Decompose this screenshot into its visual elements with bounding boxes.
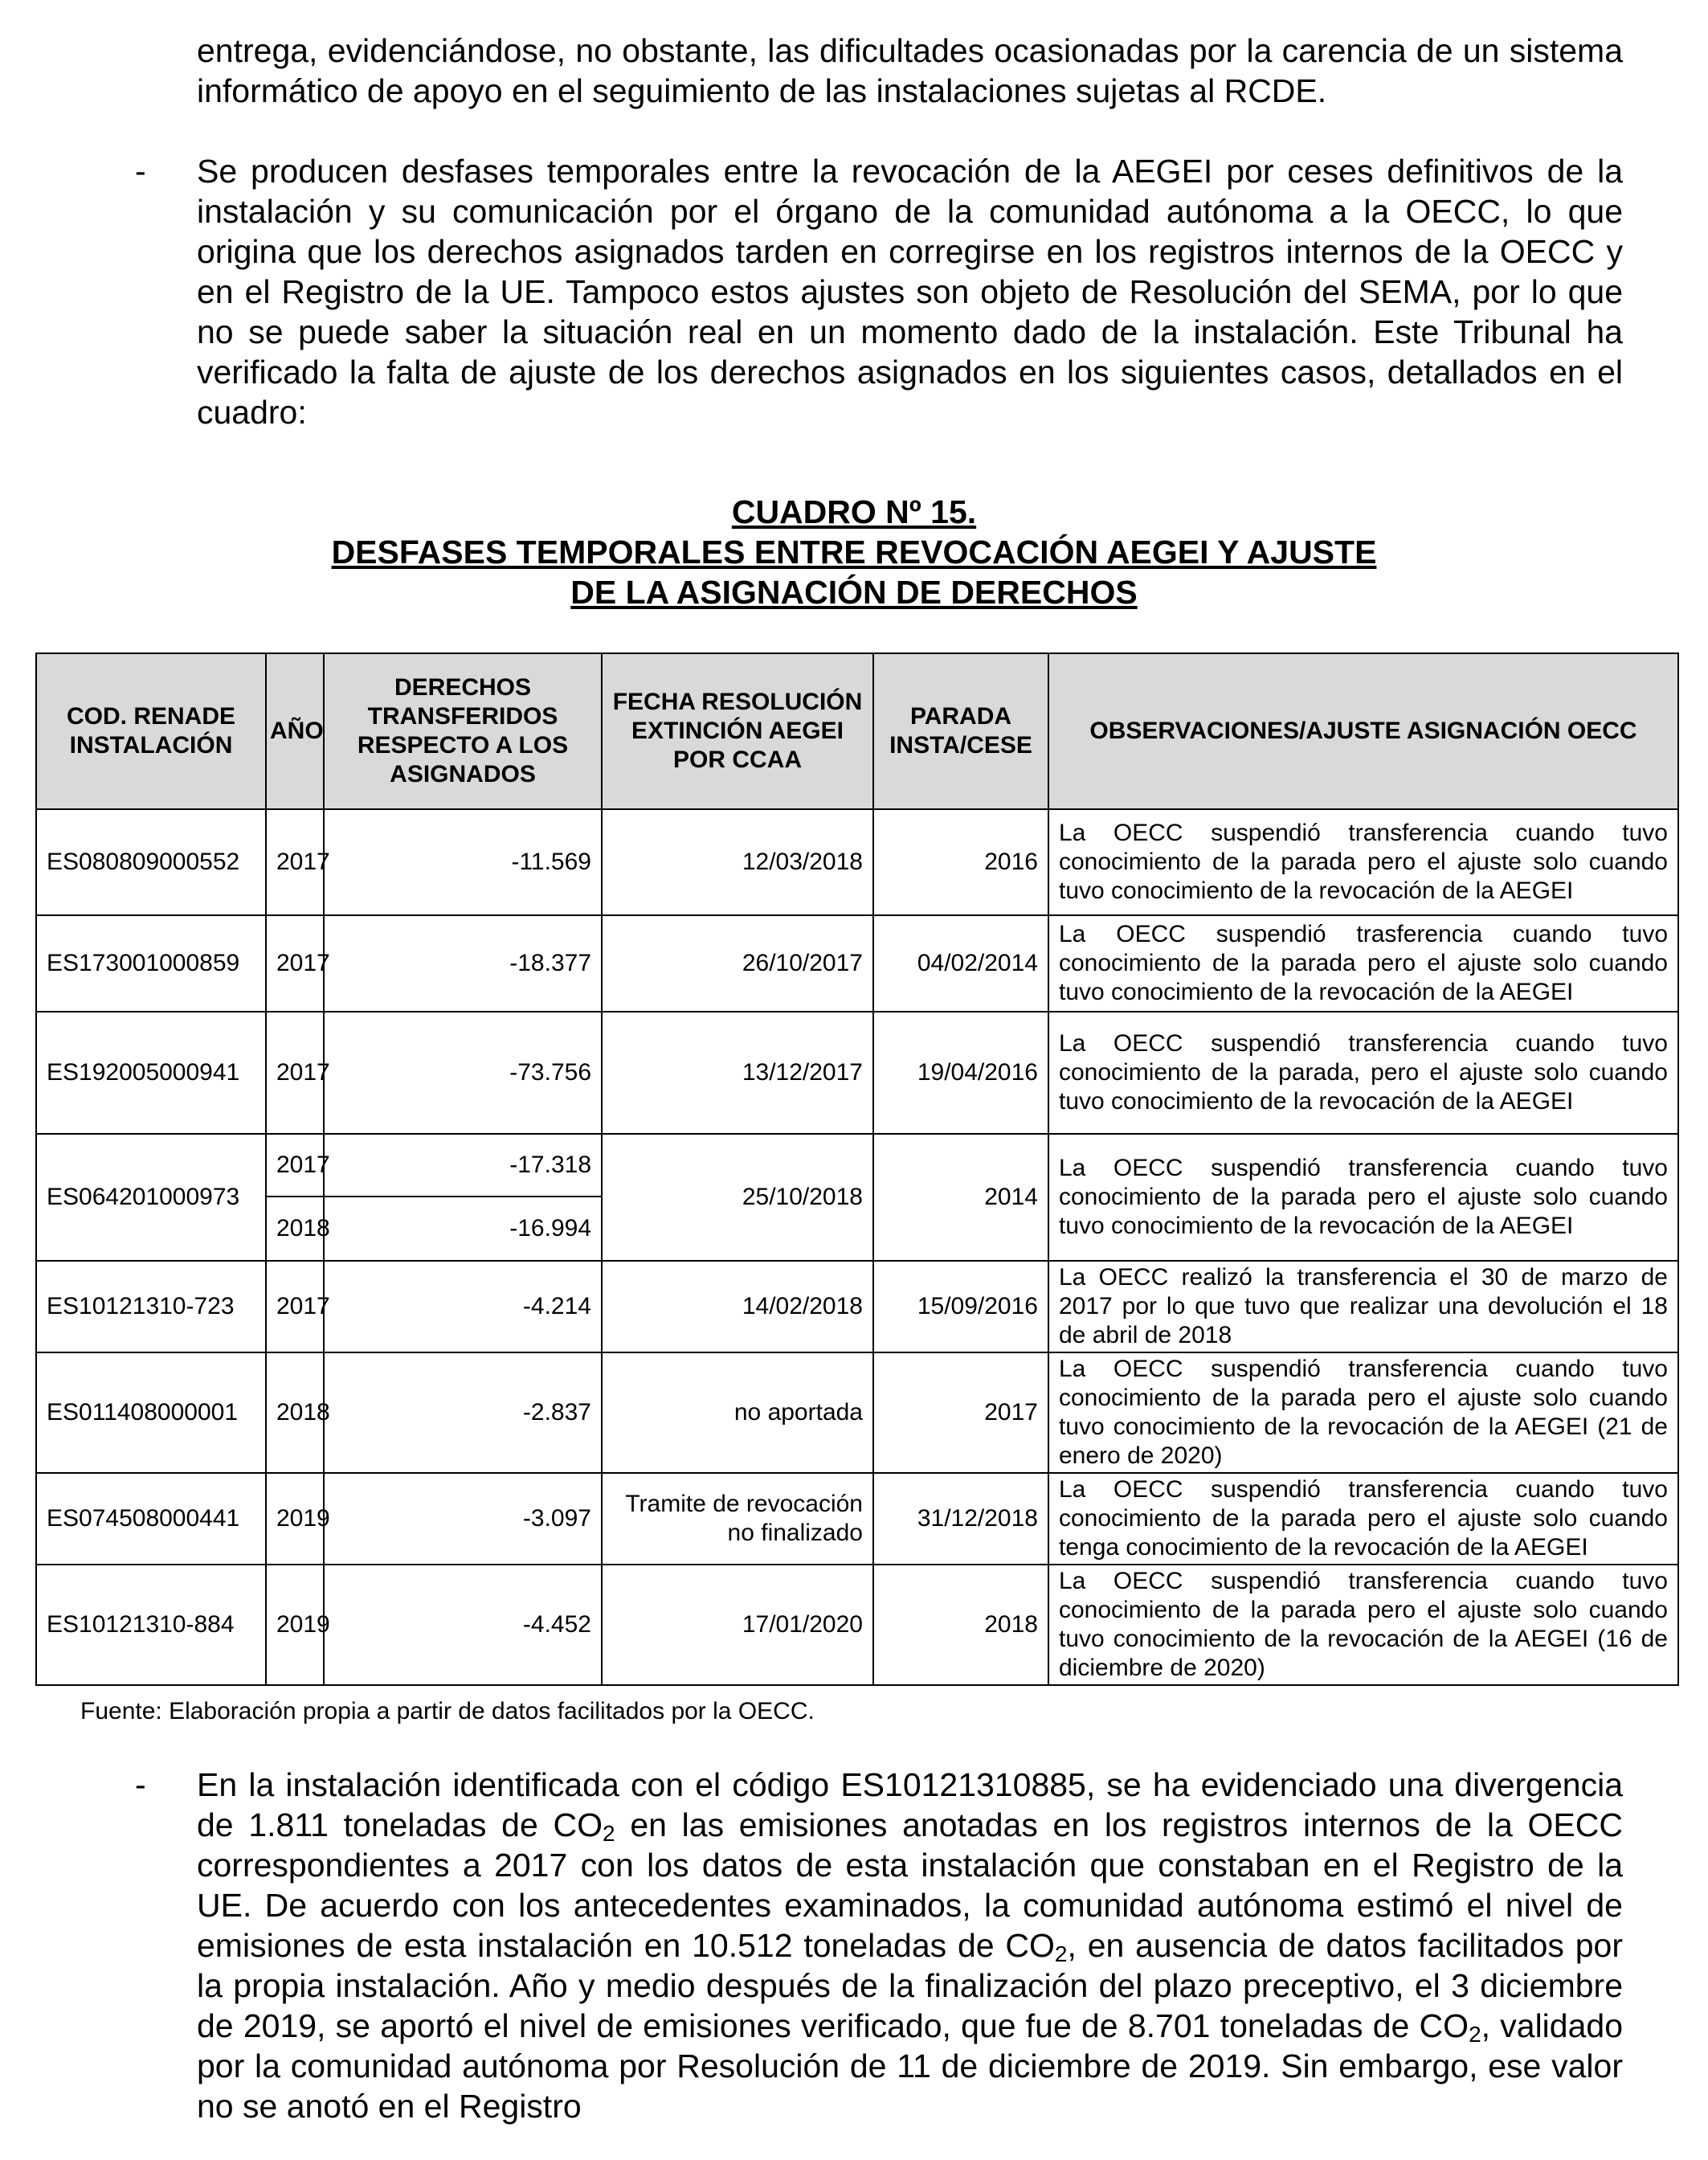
table-row xyxy=(36,915,1678,1012)
cell-code: ES080809000552 xyxy=(36,809,266,915)
cell-stop: 31/12/2018 xyxy=(873,1473,1048,1565)
cell-rights: -2.837 xyxy=(324,1352,602,1473)
cell-stop: 2016 xyxy=(873,809,1048,915)
cell-obs: La OECC suspendió transferencia cuando tuvo conocimiento de la parada pero el ajuste solo cuando tuvo conocimiento de la revocación de la AEGEI (16 de diciembre de 2020) xyxy=(1048,1565,1678,1685)
paragraph-desfases: Se producen desfases temporales entre la revocación de la AEGEI por ceses definitivos de la instalación y su comunicación por el órgano de la comunidad autónoma a la OECC, lo que origina que los derechos asignados tarden en corregirse en los registros internos de la OECC y en el Registro de la UE. Tampoco estos ajustes son objeto de Resolución del SEMA, por lo que no se puede saber la situación real en un momento dado de la instalación. Este Tribunal ha verificado la falta de ajuste de los derechos asignados en los siguientes casos, detallados en el cuadro: xyxy=(197,153,1623,431)
cell-year: 2017 xyxy=(266,1261,324,1352)
table-title-line-2: DESFASES TEMPORALES ENTRE REVOCACIÓN AEGEI Y AJUSTE xyxy=(331,534,1377,571)
cell-date: 13/12/2017 xyxy=(602,1012,873,1134)
table-title xyxy=(0,492,1708,612)
cell-date: 26/10/2017 xyxy=(602,915,873,1012)
cell-rights: -4.452 xyxy=(324,1565,602,1685)
text-segment: en las emisiones anotadas en los registros internos de la OECC correspondientes a 2017 con los datos de esta instalación que constaban en el Registro de la UE. De acuerdo con los antecedentes examinados, la comunidad autónoma estimó el nivel de emisiones de esta instalación en 10.512 toneladas de CO xyxy=(197,1806,1623,1964)
table-source-note: Fuente: Elaboración propia a partir de datos facilitados por la OECC. xyxy=(80,1698,815,1724)
cell-obs: La OECC suspendió transferencia cuando tuvo conocimiento de la parada pero el ajuste solo cuando tenga conocimiento de la revocación de la AEGEI xyxy=(1048,1473,1678,1565)
cell-stop: 04/02/2014 xyxy=(873,915,1048,1012)
cell-code: ES192005000941 xyxy=(36,1012,266,1134)
subscript: 2 xyxy=(1469,2022,1481,2047)
cell-rights: -4.214 xyxy=(324,1261,602,1352)
header-cod-renade: COD. RENADE INSTALACIÓN xyxy=(36,653,266,809)
cell-rights: -16.994 xyxy=(324,1197,602,1261)
table-row xyxy=(36,809,1678,915)
header-parada: PARADA INSTA/CESE xyxy=(873,653,1048,809)
cell-date: 14/02/2018 xyxy=(602,1261,873,1352)
text-segment: , en ausencia de datos facilitados por la propia instalación. Año y medio después de la finalización del plazo preceptivo, el 3 diciembre de 2019, se aportó el nivel de emisiones verificado, que fue de 8.701 toneladas de CO xyxy=(197,1927,1623,2044)
data-table xyxy=(35,652,1679,1686)
cell-date: 25/10/2018 xyxy=(602,1134,873,1261)
header-ano: AÑO xyxy=(266,653,324,809)
bullet-dash: - xyxy=(135,153,146,190)
cell-obs: La OECC realizó la transferencia el 30 de marzo de 2017 por lo que tuvo que realizar una devolución el 18 de abril de 2018 xyxy=(1048,1261,1678,1352)
header-derechos: DERECHOS TRANSFERIDOS RESPECTO A LOS ASIGNADOS xyxy=(324,653,602,809)
table-row xyxy=(36,1473,1678,1565)
cell-stop: 2017 xyxy=(873,1352,1048,1473)
cell-rights: -3.097 xyxy=(324,1473,602,1565)
cell-stop: 2018 xyxy=(873,1565,1048,1685)
paragraph-divergencia xyxy=(197,1765,1623,2126)
cell-date: no aportada xyxy=(602,1352,873,1473)
cell-year: 2018 xyxy=(266,1352,324,1473)
cell-year: 2017 xyxy=(266,1134,324,1197)
cell-obs: La OECC suspendió transferencia cuando tuvo conocimiento de la parada pero el ajuste solo cuando tuvo conocimiento de la revocación de la AEGEI xyxy=(1048,809,1678,915)
cell-code: ES173001000859 xyxy=(36,915,266,1012)
cell-stop: 2014 xyxy=(873,1134,1048,1261)
subscript: 2 xyxy=(603,1821,615,1846)
cell-code: ES011408000001 xyxy=(36,1352,266,1473)
table-row xyxy=(36,1012,1678,1134)
cell-rights: -18.377 xyxy=(324,915,602,1012)
cell-obs: La OECC suspendió trasferencia cuando tuvo conocimiento de la parada pero el ajuste solo cuando tuvo conocimiento de la revocación de la AEGEI xyxy=(1048,915,1678,1012)
cell-year: 2019 xyxy=(266,1473,324,1565)
cell-year: 2017 xyxy=(266,1012,324,1134)
table-row xyxy=(36,1134,1678,1197)
header-observaciones: OBSERVACIONES/AJUSTE ASIGNACIÓN OECC xyxy=(1048,653,1678,809)
cell-date: 12/03/2018 xyxy=(602,809,873,915)
cell-rights: -73.756 xyxy=(324,1012,602,1134)
cell-code: ES064201000973 xyxy=(36,1134,266,1261)
bullet-dash: - xyxy=(135,1766,146,1803)
cell-obs: La OECC suspendió transferencia cuando tuvo conocimiento de la parada pero el ajuste solo cuando tuvo conocimiento de la revocación de la AEGEI xyxy=(1048,1134,1678,1261)
cell-code: ES074508000441 xyxy=(36,1473,266,1565)
cell-year: 2019 xyxy=(266,1565,324,1685)
cell-code: ES10121310-884 xyxy=(36,1565,266,1685)
cell-rights: -11.569 xyxy=(324,809,602,915)
table-row xyxy=(36,1352,1678,1473)
table-row xyxy=(36,1261,1678,1352)
table-row xyxy=(36,1565,1678,1685)
cell-code: ES10121310-723 xyxy=(36,1261,266,1352)
subscript: 2 xyxy=(1054,1941,1068,1966)
cell-year: 2017 xyxy=(266,915,324,1012)
cell-year: 2017 xyxy=(266,809,324,915)
paragraph-intro: entrega, evidenciándose, no obstante, las dificultades ocasionadas por la carencia de un sistema informático de apoyo en el seguimiento de las instalaciones sujetas al RCDE. xyxy=(197,32,1623,109)
cell-year: 2018 xyxy=(266,1197,324,1261)
cell-obs: La OECC suspendió transferencia cuando tuvo conocimiento de la parada pero el ajuste solo cuando tuvo conocimiento de la revocación de la AEGEI (21 de enero de 2020) xyxy=(1048,1352,1678,1473)
cell-stop: 19/04/2016 xyxy=(873,1012,1048,1134)
cell-date: Tramite de revocación no finalizado xyxy=(602,1473,873,1565)
text-segment: En la instalación identificada con el código ES10121310885, se ha evidenciado una divergencia de 1.811 toneladas de CO xyxy=(197,1766,1623,1843)
cell-date: 17/01/2020 xyxy=(602,1565,873,1685)
table-title-line-1: CUADRO Nº 15. xyxy=(731,493,977,530)
cell-obs: La OECC suspendió transferencia cuando tuvo conocimiento de la parada, pero el ajuste solo cuando tuvo conocimiento de la revocación de la AEGEI xyxy=(1048,1012,1678,1134)
header-fecha: FECHA RESOLUCIÓN EXTINCIÓN AEGEI POR CCAA xyxy=(602,653,873,809)
table-title-line-3: DE LA ASIGNACIÓN DE DERECHOS xyxy=(570,574,1138,611)
cell-rights: -17.318 xyxy=(324,1134,602,1197)
text-segment: , validado por la comunidad autónoma por Resolución de 11 de diciembre de 2019. Sin embargo, ese valor no se anotó en el Registro xyxy=(197,2007,1623,2125)
cell-stop: 15/09/2016 xyxy=(873,1261,1048,1352)
